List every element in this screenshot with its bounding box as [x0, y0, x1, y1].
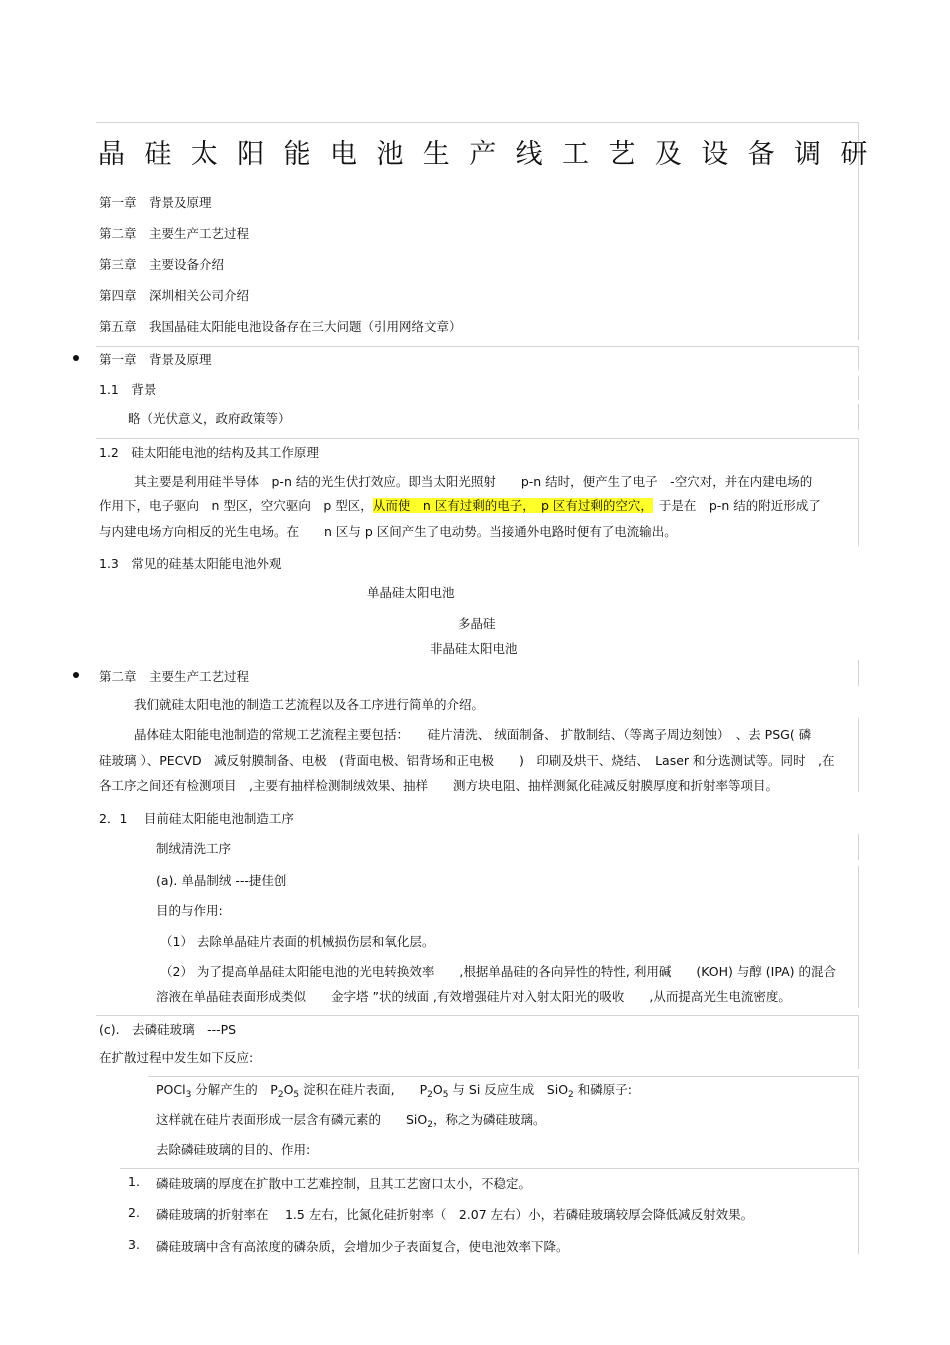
title-rule-top	[96, 122, 858, 123]
a-heading: (a). 单晶制绒 ---捷佳创	[156, 873, 287, 888]
s11-heading: 1.1 背景	[99, 382, 157, 397]
ch2-intro: 我们就硅太阳电池的制造工艺流程以及各工序进行简单的介绍。	[134, 697, 485, 712]
a-rule-right	[858, 866, 859, 1008]
r1-sub-2a: 2	[277, 1090, 284, 1100]
reaction-line2	[156, 1110, 546, 1130]
ch2-bullet	[73, 672, 79, 678]
toc-item-5: 第五章 我国晶硅太阳能电池设备存在三大问题（引用网络文章）	[99, 319, 462, 334]
reaction-rule-top	[148, 1076, 858, 1077]
c-heading: (c). 去磷硅玻璃 ---PS	[99, 1022, 237, 1037]
r2-text-b: ，称之为磷硅玻璃。	[432, 1112, 546, 1127]
texture-label: 制绒清洗工序	[156, 841, 232, 856]
s11-body-rule-right	[858, 404, 859, 430]
purpose-label: 目的与作用:	[156, 903, 223, 918]
s12-heading: 1.2 硅太阳能电池的结构及其工作原理	[99, 445, 319, 460]
toc-item-2: 第二章 主要生产工艺过程	[99, 226, 250, 241]
s12-highlight: 从而使 n 区有过剩的电子， p 区有过剩的空穴，	[372, 498, 653, 513]
r1-sub-3: 3	[185, 1090, 192, 1100]
c-rule-top	[96, 1015, 858, 1016]
flow-line1: 晶体硅太阳能电池制造的常规工艺流程主要包括： 硅片清洗、 绒面制备、 扩散制结、（等离子周边刻蚀） 、去 PSG( 磷	[134, 727, 812, 742]
poly-label: 多晶硅	[458, 616, 496, 631]
s13-heading: 1.3 常见的硅基太阳能电池外观	[99, 556, 282, 571]
amorph-label: 非晶硅太阳电池	[430, 641, 518, 656]
r2-sub: 2	[427, 1120, 433, 1130]
r1-text-b: 分解产生的 P	[191, 1082, 278, 1097]
s12-line2-a: 作用下，电子驱向 n 型区，空穴驱向 p 型区，	[99, 498, 373, 513]
r2-text: 这样就在硅片表面形成一层含有磷元素的 SiO	[156, 1112, 428, 1127]
s11-body: 略（光伏意义，政府政策等）	[128, 411, 291, 426]
reaction-line1	[156, 1080, 632, 1100]
r1-text-f: 淀积在硅片表面, P	[299, 1082, 428, 1097]
list-item-3: 磷硅玻璃中含有高浓度的磷杂质，会增加少子表面复合，使电池效率下降。	[156, 1239, 569, 1254]
toc-item-3: 第三章 主要设备介绍	[99, 257, 225, 272]
ch2-rule-right	[858, 660, 859, 686]
mono-label: 单晶硅太阳电池	[367, 585, 455, 600]
toc-item-4: 第四章 深圳相关公司介绍	[99, 288, 250, 303]
flow-line3: 各工序之间还有检测项目 ,主要有抽样检测制绒效果、抽样 测方块电阻、抽样测氮化硅减反射膜厚度和折射率等项目。	[99, 778, 778, 793]
page-title: 晶硅太阳能电池生产线工艺及设备调研	[98, 139, 887, 170]
reaction-line3: 去除磷硅玻璃的目的、作用:	[156, 1142, 311, 1157]
purpose-2b: 溶液在单晶硅表面形成类似 金字塔 ”状的绒面 ,有效增强硅片对入射太阳光的吸收 ,从而提高光生电流密度。	[156, 989, 791, 1004]
reaction-rule-right	[858, 1076, 859, 1162]
r1-o-a: O	[283, 1082, 294, 1097]
list-item-2: 磷硅玻璃的折射率在 1.5 左右，比氮化硅折射率（ 2.07 左右）小，若磷硅玻璃较厚会降低减反射效果。	[156, 1207, 754, 1222]
r1-sub-5b: 5	[442, 1090, 449, 1100]
r1-sub-2c: 2	[568, 1090, 574, 1100]
r1-sub-2b: 2	[427, 1090, 433, 1100]
list-num-3: 3.	[128, 1237, 140, 1252]
ch1-rule-right	[858, 346, 859, 370]
s12-line1: 其主要是利用硅半导体 p-n 结的光生伏打效应。即当太阳光照射 p-n 结时，便产生了电子 -空穴对，并在内建电场的	[134, 474, 813, 489]
purpose-1: （1） 去除单晶硅片表面的机械损伤层和氧化层。	[160, 934, 435, 949]
r1-pocl: POCl	[156, 1082, 186, 1097]
list-num-1: 1.	[128, 1174, 140, 1189]
s12-line3: 与内建电场方向相反的光生电场。在 n 区与 p 区间产生了电动势。当接通外电路时便有了电流输出。	[99, 524, 677, 539]
flow-line2: 硅玻璃 ）、PECVD 减反射膜制备、电极 (背面电极、铝背场和正电极 ) 印刷及烘干、烧结、 Laser 和分选测试等。同时 ,在	[99, 753, 835, 768]
purpose-2a: （2） 为了提高单晶硅太阳能电池的光电转换效率 ,根据单晶硅的各向异性的特性, 利用碱 (KOH) 与醇 (IPA) 的混合	[160, 964, 837, 979]
s11-rule-right	[858, 376, 859, 400]
r1-text-l: 和磷原子:	[573, 1082, 632, 1097]
list-rule-top	[120, 1168, 858, 1169]
r1-o-b: O	[432, 1082, 443, 1097]
diffusion-label: 在扩散过程中发生如下反应:	[99, 1050, 254, 1065]
texture-rule-right	[858, 834, 859, 860]
s12-line2-b: 于是在 p-n 结的附近形成了	[658, 498, 821, 513]
s12-rule-right	[858, 438, 859, 546]
c-rule-right	[858, 1015, 859, 1069]
s12-line2	[99, 496, 821, 514]
toc-item-1: 第一章 背景及原理	[99, 195, 212, 210]
list-item-1: 磷硅玻璃的厚度在扩散中工艺难控制，且其工艺窗口太小，不稳定。	[156, 1176, 532, 1191]
ch2-heading: 第二章 主要生产工艺过程	[99, 669, 250, 684]
ch1-heading: 第一章 背景及原理	[99, 352, 212, 367]
r1-text-j: 与 Si 反应生成 SiO	[448, 1082, 569, 1097]
s12-rule-top	[96, 438, 858, 439]
flow-rule-right	[858, 718, 859, 792]
list-rule-right	[858, 1168, 859, 1254]
list-num-2: 2.	[128, 1205, 140, 1220]
s21-heading: 2．1 目前硅太阳能电池制造工序	[99, 811, 294, 826]
r1-sub-5a: 5	[293, 1090, 300, 1100]
ch1-bullet	[73, 355, 79, 361]
ch1-rule-top	[96, 346, 858, 347]
